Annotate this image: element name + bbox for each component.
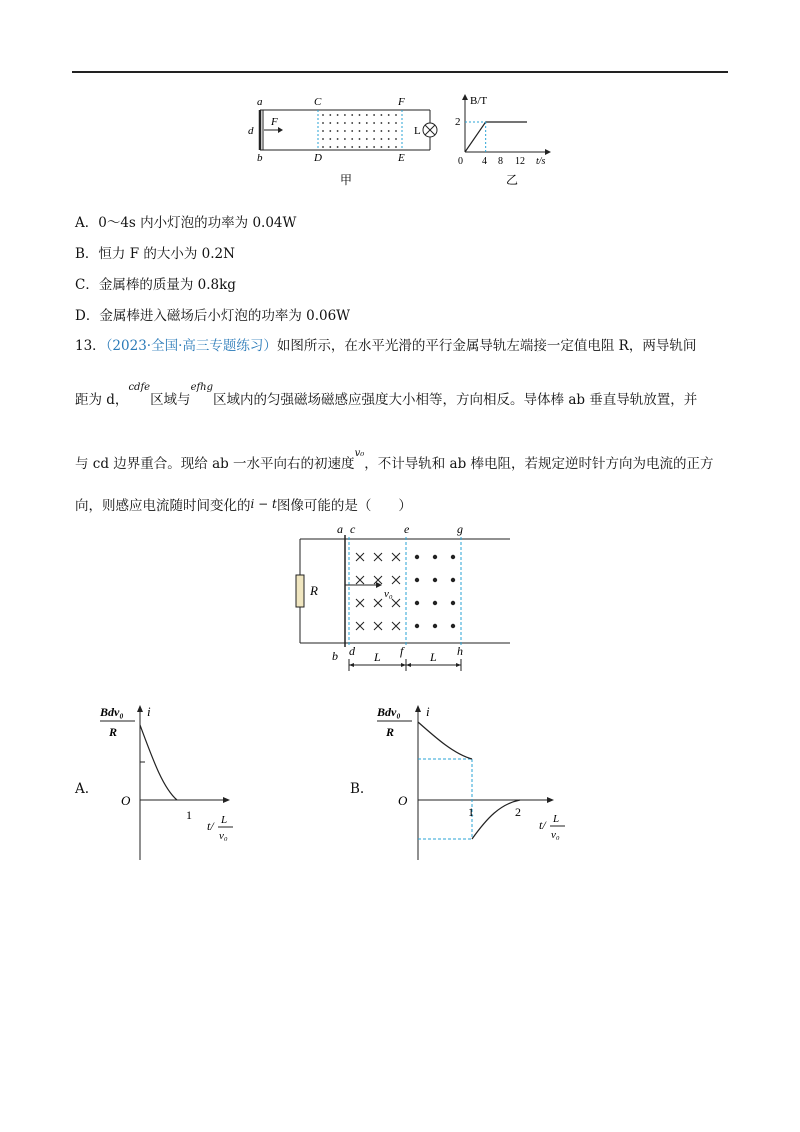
field-dot [388,146,390,148]
field-dot-out [433,601,437,605]
field-dot [359,138,361,140]
field-cross [392,553,400,561]
field-dot [322,138,324,140]
label-c-mid: c [350,522,356,536]
field-dot [337,130,339,132]
choice-b-label[interactable]: B. [350,781,365,797]
graph-a-origin: O [121,793,131,808]
field-dot [381,146,383,148]
field-dot [351,146,353,148]
field-dot [359,122,361,124]
bt-ylabel: B/T [470,95,488,107]
caption-yi: 乙 [506,173,519,187]
field-dot [381,138,383,140]
field-cross [356,622,364,630]
bt-xlabel: t/s [536,156,546,167]
graph-a-tick1: 1 [186,808,192,822]
bt-xtick-4: 4 [482,156,487,167]
option-b[interactable]: B．恒力 F 的大小为 0.2N [75,246,235,262]
q13-line1: 13．（2023·全国·高三专题练习）如图所示，在水平光滑的平行金属导轨左端接一定值电阻 R，两导轨间 [75,338,697,354]
field-cross [374,553,382,561]
field-dot-out [433,624,437,628]
label-a: a [257,96,263,108]
figure-jia-yi [240,92,560,192]
field-dot [395,130,397,132]
option-c[interactable]: C．金属棒的质量为 0.8kg [75,277,236,293]
graph-b-tick2: 2 [515,805,521,819]
field-dot-out [451,578,455,582]
field-cross [374,599,382,607]
field-cross [374,622,382,630]
graph-a[interactable] [95,700,245,865]
lamp-icon [423,123,437,137]
bt-xtick-0: 0 [458,156,463,167]
field-dot [395,138,397,140]
field-cross [392,622,400,630]
bt-graph [455,94,551,187]
label-a-mid: a [337,522,343,536]
field-dot [329,138,331,140]
field-dot [381,114,383,116]
q13-source: （2023·全国·高三专题练习） [105,338,277,354]
field-dot [366,146,368,148]
label-L1: L [374,650,381,664]
field-dot [351,122,353,124]
field-dot [344,138,346,140]
caption-jia: 甲 [340,173,353,187]
figure-field-regions [290,515,520,675]
field-cross [392,599,400,607]
graph-a-ytop: Bdv₀ [100,705,124,719]
field-dot [322,122,324,124]
field-dot [388,114,390,116]
field-dot [388,130,390,132]
bt-curve [465,122,527,152]
field-dot [337,138,339,140]
field-cross [356,599,364,607]
field-dot [344,114,346,116]
field-dot-out [451,555,455,559]
field-dot [351,114,353,116]
label-E: E [398,152,405,164]
svg-text:L: L [221,814,228,826]
field-dot [373,114,375,116]
field-dot [366,138,368,140]
label-b-mid: b [332,649,338,663]
q13-line3: 与 cd 边界重合。现给 ab 一水平向右的初速度$^{v_0}$，不计导轨和 ab 棒电阻，若规定逆时针方向为电流的正方 [75,448,714,472]
field-dot [366,122,368,124]
field-dot-out [415,555,419,559]
field-dot-out [415,578,419,582]
label-h-mid: h [457,644,463,658]
field-into-page-crosses [356,553,400,630]
field-dot [351,138,353,140]
label-d-mid: d [349,644,355,658]
graph-b-ytop: Bdv₀ [377,705,401,719]
field-dot [359,146,361,148]
field-dot [359,130,361,132]
choice-a-label[interactable]: A. [75,781,90,797]
field-dot [373,122,375,124]
circuit-rails [300,535,510,647]
option-d[interactable]: D．金属棒进入磁场后小灯泡的功率为 0.06W [75,308,351,324]
graph-a-xlabel: t/ [207,819,214,833]
graph-b[interactable] [372,700,572,865]
field-dot [388,138,390,140]
field-dot-out [433,555,437,559]
resistor-icon [296,575,304,607]
field-dot [322,114,324,116]
bt-xtick-8: 8 [498,156,503,167]
graph-b-origin: O [398,793,408,808]
field-dot [337,122,339,124]
label-v0: v₀ [384,588,393,600]
field-dot-out [451,624,455,628]
graph-b-curve-neg [472,800,520,839]
svg-text:v₀: v₀ [551,829,560,841]
field-dot [366,130,368,132]
label-F: F [398,96,405,108]
graph-b-i: i [426,704,430,719]
graph-a-i: i [147,704,151,719]
svg-text:v₀: v₀ [219,830,228,842]
label-L2: L [430,650,437,664]
field-dot [344,122,346,124]
graph-a-curve [140,725,177,800]
label-D: D [314,152,322,164]
field-dot [322,146,324,148]
field-dot [388,122,390,124]
label-C: C [314,96,322,108]
graph-b-curve-pos [418,722,472,759]
field-dot [395,122,397,124]
field-dot-out [415,624,419,628]
field-dot-out [433,578,437,582]
field-dot [381,130,383,132]
field-dot [337,114,339,116]
label-f-mid: f [400,644,404,658]
field-cross [356,576,364,584]
field-dot [329,114,331,116]
field-dot [329,146,331,148]
q13-line4: 向，则感应电流随时间变化的i − t图像可能的是（ ） [75,497,412,514]
field-dot [351,130,353,132]
label-g-mid: g [457,522,463,536]
field-dot-out [415,601,419,605]
field-dot [366,114,368,116]
label-R: R [310,583,318,598]
bt-xtick-12: 12 [515,156,525,167]
field-cross [392,576,400,584]
rails-diagram [260,110,430,150]
field-dot [395,146,397,148]
field-out-of-page-dots [415,555,455,628]
field-cross [374,576,382,584]
field-dot [373,138,375,140]
field-cross [356,553,364,561]
label-force: F [271,116,278,128]
field-dot [344,130,346,132]
magnetic-field-dots [322,114,397,148]
header-rule [72,71,728,73]
field-dot [329,122,331,124]
field-dot [344,146,346,148]
field-dot [322,130,324,132]
field-dot [381,122,383,124]
graph-b-ybot: R [386,725,395,739]
q13-line2: 距为 d，$^{cdfe}$区域与$^{efhg}$区域内的匀强磁场磁感应强度大小相等，方向相反。导体棒 ab 垂直导轨放置，并 [75,382,698,408]
field-dot-out [451,601,455,605]
label-e-mid: e [404,522,410,536]
bt-ytick: 2 [455,116,461,128]
label-L: L [414,125,421,137]
field-dot [337,146,339,148]
field-dot [395,114,397,116]
field-dot [373,146,375,148]
graph-a-ybot: R [109,725,118,739]
label-b: b [257,152,263,164]
graph-b-tick1: 1 [468,805,474,819]
field-dot [329,130,331,132]
field-dot [373,130,375,132]
svg-text:L: L [553,813,560,825]
option-a[interactable]: A．0～4s 内小灯泡的功率为 0.04W [75,215,297,231]
field-dot [359,114,361,116]
graph-b-xlabel: t/ [539,818,546,832]
label-d: d [248,125,254,137]
